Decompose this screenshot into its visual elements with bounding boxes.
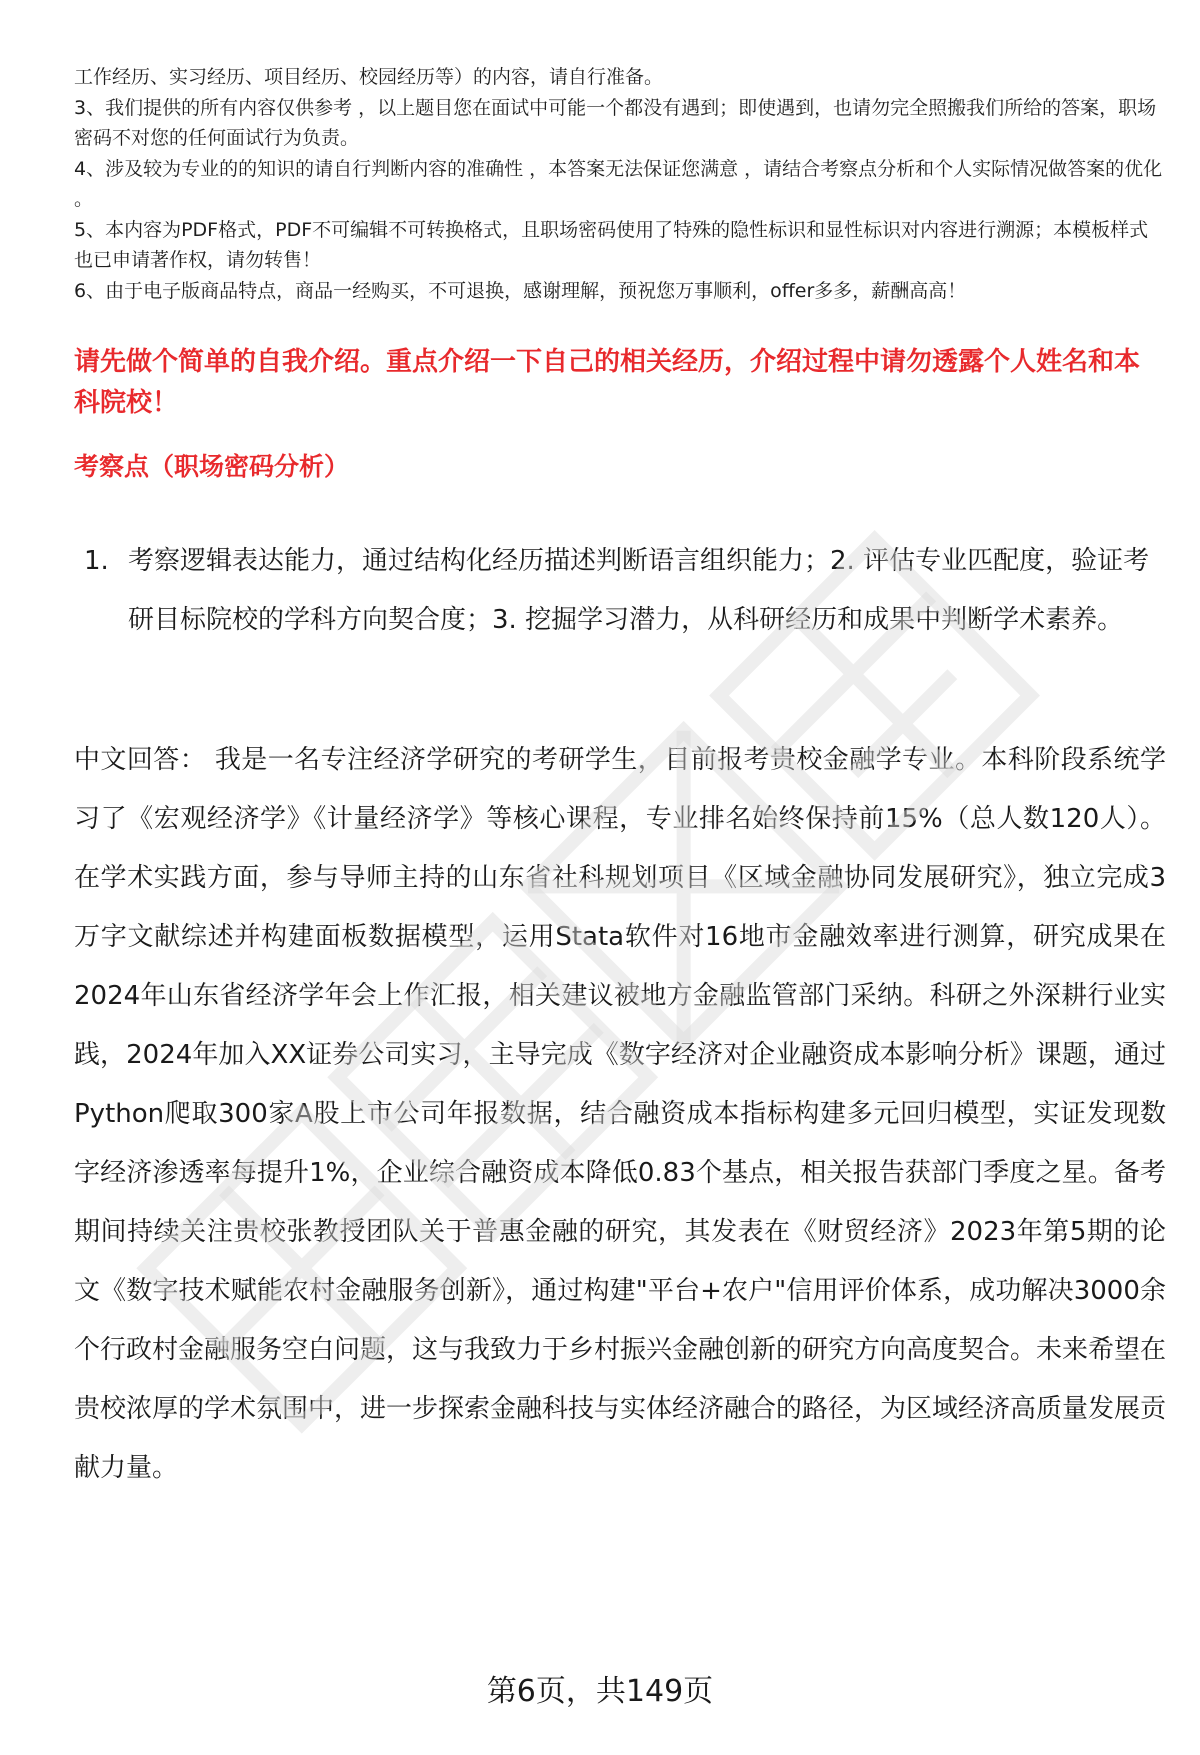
page-number: 第6页，共149页 [486,1674,714,1709]
note-item-4: 4、涉及较为专业的的知识的请自行判断内容的准确性 ，本答案无法保证您满意 ，请结合考察点分析和个人实际情况做答案的优化 。 [74,157,1163,210]
list-number: 1. [84,546,109,576]
analysis-text: 考察逻辑表达能力，通过结构化经历描述判断语言组织能力；2. 评估专业匹配度，验证考研目标院校的学科方向契合度；3. 挖掘学习潜力，从科研经历和成果中判断学术素养。 [128,546,1150,635]
disclaimer-notes [74,62,1164,306]
interview-question: 请先做个简单的自我介绍。重点介绍一下自己的相关经历，介绍过程中请勿透露个人姓名和本科院校！ [74,347,1141,418]
note-item-6: 6、由于电子版商品特点，商品一经购买，不可退换，感谢理解，预祝您万事顺利，offer多多，薪酬高高！ [74,279,967,302]
analysis-heading: 考察点（职场密码分析） [74,452,350,481]
note-line-continuation: 工作经历、实习经历、项目经历、校园经历等）的内容，请自行准备。 [74,66,664,88]
note-item-5: 5、本内容为PDF格式，PDF不可编辑不可转换格式，且职场密码使用了特殊的隐性标识和显性标识对内容进行溯源；本模板样式也已申请著作权，请勿转售！ [74,218,1149,271]
note-item-3: 3、我们提供的所有内容仅供参考 ，以上题目您在面试中可能一个都没有遇到；即使遇到，也请勿完全照搬我们所给的答案，职场密码不对您的任何面试行为负责。 [74,96,1157,149]
chinese-answer: 中文回答： 我是一名专注经济学研究的考研学生，目前报考贵校金融学专业。本科阶段系统学习了《宏观经济学》《计量经济学》等核心课程，专业排名始终保持前15%（总人数120人）。在学术实践方面，参与导师主持的山东省社科规划项目《区域金融协同发展研究》，独立完成3万字文献综述并构建面板数据模型，运用Stata软件对16地市金融效率进行测算，研究成果在2024年山东省经济学年会上作汇报，相关建议被地方金融监管部门采纳。科研之外深耕行业实践，2024年加入XX证券公司实习，主导完成《数字经济对企业融资成本影响分析》课题，通过Python爬取300家A股上市公司年报数据，结合融资成本指标构建多元回归模型，实证发现数字经济渗透率每提升1%，企业综合融资成本降低0.83个基点，相关报告获部门季度之星。备考期间持续关注贵校张教授团队关于普惠金融的研究，其发表在《财贸经济》2023年第5期的论文《数字技术赋能农村金融服务创新》，通过构建"平台+农户"信用评价体系，成功解决3000余个行政村金融服务空白问题，这与我致力于乡村振兴金融创新的研究方向高度契合。未来希望在贵校浓厚的学术氛围中，进一步探索金融科技与实体经济融合的路径，为区域经济高质量发展贡献力量。 [74,745,1167,1483]
analysis-points [84,532,1164,650]
